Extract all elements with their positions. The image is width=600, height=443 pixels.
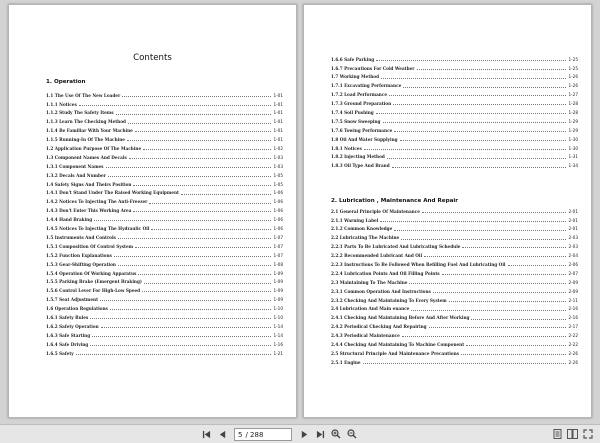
- dot-leader: [462, 247, 566, 248]
- dot-leader: [363, 363, 567, 364]
- toc-entry[interactable]: [331, 80, 578, 89]
- toc-entry-label: 1.3.2 Decals And Number: [46, 172, 106, 178]
- toc-entry[interactable]: [46, 249, 283, 258]
- dot-leader: [401, 239, 566, 240]
- toc-entry[interactable]: [331, 356, 578, 365]
- toc-entry-label: 1.5.2 Function Explanations: [46, 252, 112, 258]
- dot-leader: [422, 212, 567, 213]
- toc-entry[interactable]: [331, 347, 578, 356]
- toc-entry-label: 2.3 Maintaining To The Machine: [331, 279, 408, 285]
- toc-entry[interactable]: [331, 338, 578, 347]
- single-page-view-icon[interactable]: [551, 428, 563, 440]
- dot-leader: [129, 158, 272, 159]
- toc-entry[interactable]: [46, 338, 283, 347]
- toc-entry-page: 1-06: [273, 190, 283, 196]
- page-navigation-toolbar: [0, 424, 600, 443]
- toc-entry-page: 1-29: [568, 127, 578, 133]
- toc-entry-label: 2.1.2 Common Knowledge: [331, 226, 393, 232]
- toc-entry-page: 1-31: [568, 154, 578, 160]
- toc-entry[interactable]: [331, 321, 578, 330]
- toc-entry-page: 1-06: [273, 217, 283, 223]
- toc-entry-label: 1.4.4 Hand Braking: [46, 217, 93, 223]
- dot-leader: [143, 149, 271, 150]
- toc-list-left: [46, 89, 283, 356]
- toc-entry-page: 1-06: [273, 199, 283, 205]
- toc-entry[interactable]: [331, 214, 578, 223]
- toc-entry-label: 1.6.3 Safe Starting: [46, 332, 91, 338]
- toc-entry-label: 1.6.1 Safety Rules: [46, 314, 89, 320]
- toc-entry[interactable]: [46, 89, 283, 98]
- dot-leader: [106, 167, 272, 168]
- toc-entry-label: 1.8 Oil And Water Supplying: [331, 136, 398, 142]
- toc-entry-label: 1.6.7 Precautions For Cold Weather: [331, 65, 415, 71]
- toc-entry-page: 2-06: [568, 262, 578, 268]
- dot-leader: [466, 345, 566, 346]
- toc-entry[interactable]: [46, 267, 283, 276]
- toc-entry-label: 1.7.3 Ground Preparation: [331, 101, 392, 107]
- toc-entry[interactable]: [46, 187, 283, 196]
- toc-entry-label: 1.1.5 Running-In Of The Machine: [46, 137, 125, 143]
- dot-leader: [409, 283, 566, 284]
- toc-entry-label: 1.8.2 Injecting Method: [331, 154, 385, 160]
- toc-entry[interactable]: [46, 222, 283, 231]
- toc-entry[interactable]: [331, 53, 578, 62]
- toc-entry-page: 1-25: [568, 56, 578, 62]
- zoom-out-icon[interactable]: [346, 428, 358, 440]
- dot-leader: [116, 114, 272, 115]
- toc-entry-page: 1-26: [568, 83, 578, 89]
- dot-leader: [118, 265, 272, 266]
- dot-leader: [144, 283, 272, 284]
- dot-leader: [108, 176, 272, 177]
- dot-leader: [127, 140, 272, 141]
- toc-entry-page: 2-11: [568, 297, 578, 303]
- dot-leader: [90, 345, 271, 346]
- toc-entry[interactable]: [331, 276, 578, 285]
- toc-entry-label: 1.7.4 Soil Pushing: [331, 110, 374, 116]
- toc-entry[interactable]: [331, 312, 578, 321]
- toc-list-right-bottom: [331, 205, 578, 365]
- toc-entry-label: 1.6 Operation Regulations: [46, 306, 108, 312]
- toc-entry[interactable]: [46, 196, 283, 205]
- dot-leader: [394, 131, 566, 132]
- dot-leader: [101, 327, 272, 328]
- last-page-icon[interactable]: [314, 428, 326, 440]
- section-heading-lubrication: 2. Lubrication , Maintenance And Repair: [331, 198, 459, 204]
- toc-entry-label: 1.5.6 Control Lever For High-Low Speed: [46, 288, 141, 294]
- toc-entry[interactable]: [46, 293, 283, 302]
- toc-entry-page: 2-16: [568, 306, 578, 312]
- toc-entry-page: 1-09: [273, 297, 283, 303]
- toc-entry-label: 1.4.5 Notices To Injecting The Hydraulic Oil: [46, 226, 150, 232]
- toc-entry[interactable]: [46, 107, 283, 116]
- toc-entry-label: 1.4.2 Notices To Injecting The Anti-Freezer: [46, 199, 148, 205]
- toc-entry-page: 1-01: [273, 101, 283, 107]
- toc-entry-label: 2.5.1 Engine: [331, 359, 361, 365]
- toc-entry-label: 2.4.2 Periodical Checking And Repairing: [331, 324, 427, 330]
- toc-entry-label: 2.4.3 Periodical Maintenance: [331, 333, 400, 339]
- toc-entry[interactable]: [331, 267, 578, 276]
- toc-entry-page: 1-30: [568, 136, 578, 142]
- toc-entry[interactable]: [46, 151, 283, 160]
- toc-entry-page: 1-06: [273, 208, 283, 214]
- toc-entry-page: 2-26: [568, 359, 578, 365]
- toc-entry[interactable]: [46, 276, 283, 285]
- toc-entry[interactable]: [331, 124, 578, 133]
- toc-entry-page: 2-04: [568, 253, 578, 259]
- toc-entry[interactable]: [331, 329, 578, 338]
- toc-entry-page: 1-14: [273, 323, 283, 329]
- toc-entry-page: 1-01: [273, 128, 283, 134]
- toc-entry-label: 1.1.1 Notices: [46, 101, 77, 107]
- page-number-field[interactable]: [234, 428, 292, 441]
- toc-entry-label: 1.5.3 Gear-Shifting Operation: [46, 261, 116, 267]
- toc-entry-label: 2.1 General Principle Of Maintenance: [331, 208, 420, 214]
- toc-entry-label: 1.6.6 Safe Parking: [331, 56, 375, 62]
- dot-leader: [387, 158, 567, 159]
- toc-entry-label: 1.6.5 Safety: [46, 350, 74, 356]
- dot-leader: [118, 238, 272, 239]
- pdf-page-left: [8, 4, 297, 418]
- toc-entry-page: 1-09: [273, 288, 283, 294]
- toc-entry[interactable]: [331, 303, 578, 312]
- toc-entry-page: 1-25: [568, 65, 578, 71]
- dot-leader: [151, 229, 271, 230]
- dot-leader: [181, 194, 272, 195]
- toc-entry[interactable]: [46, 302, 283, 311]
- toc-entry-page: 2-07: [568, 270, 578, 276]
- toc-entry[interactable]: [331, 258, 578, 267]
- dot-leader: [471, 319, 566, 320]
- toc-entry-label: 1.3.1 Component Names: [46, 163, 104, 169]
- toc-entry-label: 1.1.2 Study The Safety Items: [46, 110, 114, 116]
- toc-entry-page: 1-27: [568, 92, 578, 98]
- dot-leader: [79, 105, 272, 106]
- dot-leader: [393, 104, 566, 105]
- toc-entry-page: 1-03: [273, 154, 283, 160]
- toc-entry[interactable]: [331, 71, 578, 80]
- toc-entry-page: 2-03: [568, 235, 578, 241]
- toc-entry-label: 2.4.1 Checking And Maintaining Before And After Working: [331, 315, 470, 321]
- dot-leader: [135, 131, 272, 132]
- toc-entry-label: 2.2.2 Recommended Lubricant And Oil: [331, 253, 423, 259]
- toc-entry-page: 1-28: [568, 110, 578, 116]
- toc-entry-label: 1.6.2 Safety Operation: [46, 323, 99, 329]
- toc-entry-page: 2-22: [568, 333, 578, 339]
- dot-leader: [100, 300, 271, 301]
- toc-entry[interactable]: [46, 240, 283, 249]
- toc-entry[interactable]: [46, 178, 283, 187]
- toc-entry-page: 1-10: [273, 306, 283, 312]
- dot-leader: [110, 309, 272, 310]
- toc-entry-page: 2-01: [568, 208, 578, 214]
- toc-entry[interactable]: [46, 231, 283, 240]
- dot-leader: [402, 336, 567, 337]
- dot-leader: [122, 96, 271, 97]
- toc-entry-page: 2-17: [568, 324, 578, 330]
- toc-entry-page: 2-09: [568, 288, 578, 294]
- section-heading-operation: 1. Operation: [46, 79, 86, 85]
- toc-entry[interactable]: [46, 142, 283, 151]
- toc-entry[interactable]: [46, 258, 283, 267]
- dot-leader: [381, 78, 566, 79]
- toc-entry-label: 2.2 Lubricating The Machine: [331, 235, 400, 241]
- toc-list-right-top: [331, 53, 578, 169]
- toc-entry-page: 1-14: [273, 332, 283, 338]
- dot-leader: [94, 220, 271, 221]
- dot-leader: [383, 122, 567, 123]
- toc-entry-page: 2-26: [568, 350, 578, 356]
- toc-entry-label: 2.3.2 Checking And Maintaining To Every System: [331, 297, 447, 303]
- toc-entry-page: 1-08: [273, 261, 283, 267]
- prev-page-icon[interactable]: [216, 428, 228, 440]
- dot-leader: [411, 310, 566, 311]
- toc-entry[interactable]: [331, 232, 578, 241]
- dot-leader: [128, 123, 272, 124]
- toc-entry-label: 1.8.3 Oil Type And Brand: [331, 163, 390, 169]
- toc-entry[interactable]: [331, 160, 578, 169]
- current-page[interactable]: 5: [238, 430, 243, 439]
- toc-entry-label: 2.2.3 Instructions To Be Followed When Refilling Fuel And Lubricating Oil: [331, 262, 506, 268]
- dot-leader: [92, 336, 271, 337]
- dot-leader: [376, 60, 566, 61]
- toc-entry-label: 1.7.5 Snow Sweeping: [331, 118, 381, 124]
- toc-entry-page: 1-02: [273, 146, 283, 152]
- toc-entry-label: 1.1.4 Be Familiar With Your Machine: [46, 128, 133, 134]
- toc-entry-label: 1.8.1 Notices: [331, 145, 362, 151]
- toc-entry-page: 2-22: [568, 342, 578, 348]
- toc-entry-label: 2.4.4 Checking And Maintaining To Machine Component: [331, 342, 465, 348]
- dot-leader: [403, 87, 566, 88]
- dot-leader: [392, 167, 567, 168]
- toc-entry-page: 1-05: [273, 172, 283, 178]
- toc-entry[interactable]: [46, 116, 283, 125]
- toc-entry-page: 2-01: [568, 226, 578, 232]
- toc-entry[interactable]: [331, 223, 578, 232]
- toc-entry-page: 1-10: [273, 314, 283, 320]
- toc-entry-label: 2.2.4 Lubrication Points And Oil Filling Points: [331, 270, 440, 276]
- dot-leader: [461, 354, 566, 355]
- toc-entry-page: 1-07: [273, 252, 283, 258]
- dot-leader: [394, 230, 566, 231]
- toc-entry-page: 1-21: [273, 350, 283, 356]
- dot-leader: [133, 185, 271, 186]
- toc-entry[interactable]: [46, 213, 283, 222]
- dot-leader: [364, 149, 567, 150]
- toc-entry-label: 1.5.1 Composition Of Control System: [46, 243, 134, 249]
- toc-entry[interactable]: [46, 98, 283, 107]
- dot-leader: [149, 203, 271, 204]
- dot-leader: [114, 256, 272, 257]
- toc-entry[interactable]: [331, 133, 578, 142]
- toc-entry[interactable]: [331, 285, 578, 294]
- toc-entry[interactable]: [331, 294, 578, 303]
- toc-entry-page: 1-07: [273, 243, 283, 249]
- toc-entry-page: 1-01: [273, 137, 283, 143]
- toc-entry-page: 1-06: [273, 226, 283, 232]
- toc-entry-label: 1.5.5 Parking Brake (Emergent Braking): [46, 279, 142, 285]
- toc-entry-label: 2.4 Lubrication And Main enance: [331, 306, 410, 312]
- toc-entry-label: 1.4.1 Don't Stand Under The Raised Working Equipment: [46, 190, 179, 196]
- toc-entry-page: 1-30: [568, 145, 578, 151]
- dot-leader: [424, 256, 566, 257]
- toc-entry[interactable]: [46, 329, 283, 338]
- toc-entry-label: 1.5.7 Seat Adjustment: [46, 297, 99, 303]
- page-total: / 288: [245, 430, 264, 439]
- toc-entry[interactable]: [331, 62, 578, 71]
- toc-entry-page: 2-03: [568, 244, 578, 250]
- toc-entry[interactable]: [46, 125, 283, 134]
- two-page-view-icon[interactable]: [566, 428, 578, 440]
- dot-leader: [417, 69, 567, 70]
- dot-leader: [380, 221, 566, 222]
- dot-leader: [508, 265, 567, 266]
- toc-entry[interactable]: [331, 142, 578, 151]
- toc-entry-label: 1.4.3 Don't Enter This Working Area: [46, 208, 132, 214]
- zoom-in-icon[interactable]: [330, 428, 342, 440]
- toc-entry[interactable]: [331, 205, 578, 214]
- toc-entry-page: 1-16: [273, 341, 283, 347]
- toc-entry[interactable]: [46, 285, 283, 294]
- toc-entry-label: 1.1 The Use Of The New Loader: [46, 92, 121, 98]
- toc-entry-page: 1-05: [273, 181, 283, 187]
- toc-entry-label: 1.6.4 Safe Driving: [46, 341, 89, 347]
- toc-entry-page: 1-09: [273, 279, 283, 285]
- dot-leader: [433, 292, 567, 293]
- dot-leader: [90, 318, 271, 319]
- dot-leader: [400, 140, 567, 141]
- toc-entry-page: 1-07: [273, 234, 283, 240]
- toc-entry[interactable]: [331, 115, 578, 124]
- toc-entry-page: 1-28: [568, 101, 578, 107]
- toc-entry-page: 1-01: [273, 92, 283, 98]
- toc-entry-page: 2-16: [568, 315, 578, 321]
- fullscreen-icon[interactable]: [582, 428, 594, 440]
- toc-entry-label: 1.7 Working Method: [331, 74, 380, 80]
- toc-entry-page: 1-29: [568, 118, 578, 124]
- dot-leader: [376, 113, 567, 114]
- next-page-icon[interactable]: [298, 428, 310, 440]
- toc-entry-label: 1.7.6 Towing Performance: [331, 127, 393, 133]
- toc-entry[interactable]: [331, 241, 578, 250]
- dot-leader: [133, 211, 271, 212]
- contents-title: Contents: [133, 53, 172, 63]
- toc-entry-label: 1.5 Instruments And Controls: [46, 234, 116, 240]
- toc-entry[interactable]: [46, 160, 283, 169]
- toc-entry[interactable]: [331, 106, 578, 115]
- toc-entry-label: 2.3.1 Common Operation And Instructions: [331, 288, 431, 294]
- toc-entry-page: 2-09: [568, 279, 578, 285]
- toc-entry-page: 2-01: [568, 217, 578, 223]
- toc-entry-label: 2.2.1 Parts To Be Lubricated And Lubricating Schedule: [331, 244, 461, 250]
- toc-entry[interactable]: [46, 205, 283, 214]
- toc-entry[interactable]: [46, 320, 283, 329]
- toc-entry-label: 2.1.1 Warning Label: [331, 217, 379, 223]
- toc-entry[interactable]: [331, 97, 578, 106]
- pdf-page-right: [303, 4, 592, 418]
- toc-entry-label: 1.4 Safety Signs And Theirs Position: [46, 181, 132, 187]
- first-page-icon[interactable]: [200, 428, 212, 440]
- toc-entry-page: 1-01: [273, 119, 283, 125]
- toc-entry-label: 1.5.4 Operation Of Working Apparatus: [46, 270, 137, 276]
- dot-leader: [429, 327, 567, 328]
- toc-entry-label: 1.1.3 Learn The Checking Method: [46, 119, 126, 125]
- toc-entry-page: 1-03: [273, 163, 283, 169]
- toc-entry-label: 1.2 Application Purpose Of The Machine: [46, 146, 142, 152]
- toc-entry-page: 1-26: [568, 74, 578, 80]
- dot-leader: [135, 247, 271, 248]
- toc-entry-label: 2.5 Structural Principle And Maintenance Precautions: [331, 350, 460, 356]
- toc-entry-label: 1.3 Component Names And Decals: [46, 154, 127, 160]
- dot-leader: [142, 291, 271, 292]
- dot-leader: [76, 354, 272, 355]
- toc-entry-page: 1-09: [273, 270, 283, 276]
- dot-leader: [442, 274, 567, 275]
- toc-entry[interactable]: [331, 151, 578, 160]
- toc-entry-label: 1.7.2 Load Performance: [331, 92, 388, 98]
- toc-entry[interactable]: [46, 311, 283, 320]
- toc-entry[interactable]: [46, 169, 283, 178]
- toc-entry[interactable]: [46, 133, 283, 142]
- toc-entry-label: 1.7.1 Excavating Performance: [331, 83, 402, 89]
- toc-entry[interactable]: [331, 89, 578, 98]
- dot-leader: [389, 95, 566, 96]
- dot-leader: [138, 274, 271, 275]
- toc-entry-page: 1-01: [273, 110, 283, 116]
- toc-entry[interactable]: [331, 249, 578, 258]
- toc-entry[interactable]: [46, 347, 283, 356]
- toc-entry-page: 1-34: [568, 163, 578, 169]
- dot-leader: [449, 301, 567, 302]
